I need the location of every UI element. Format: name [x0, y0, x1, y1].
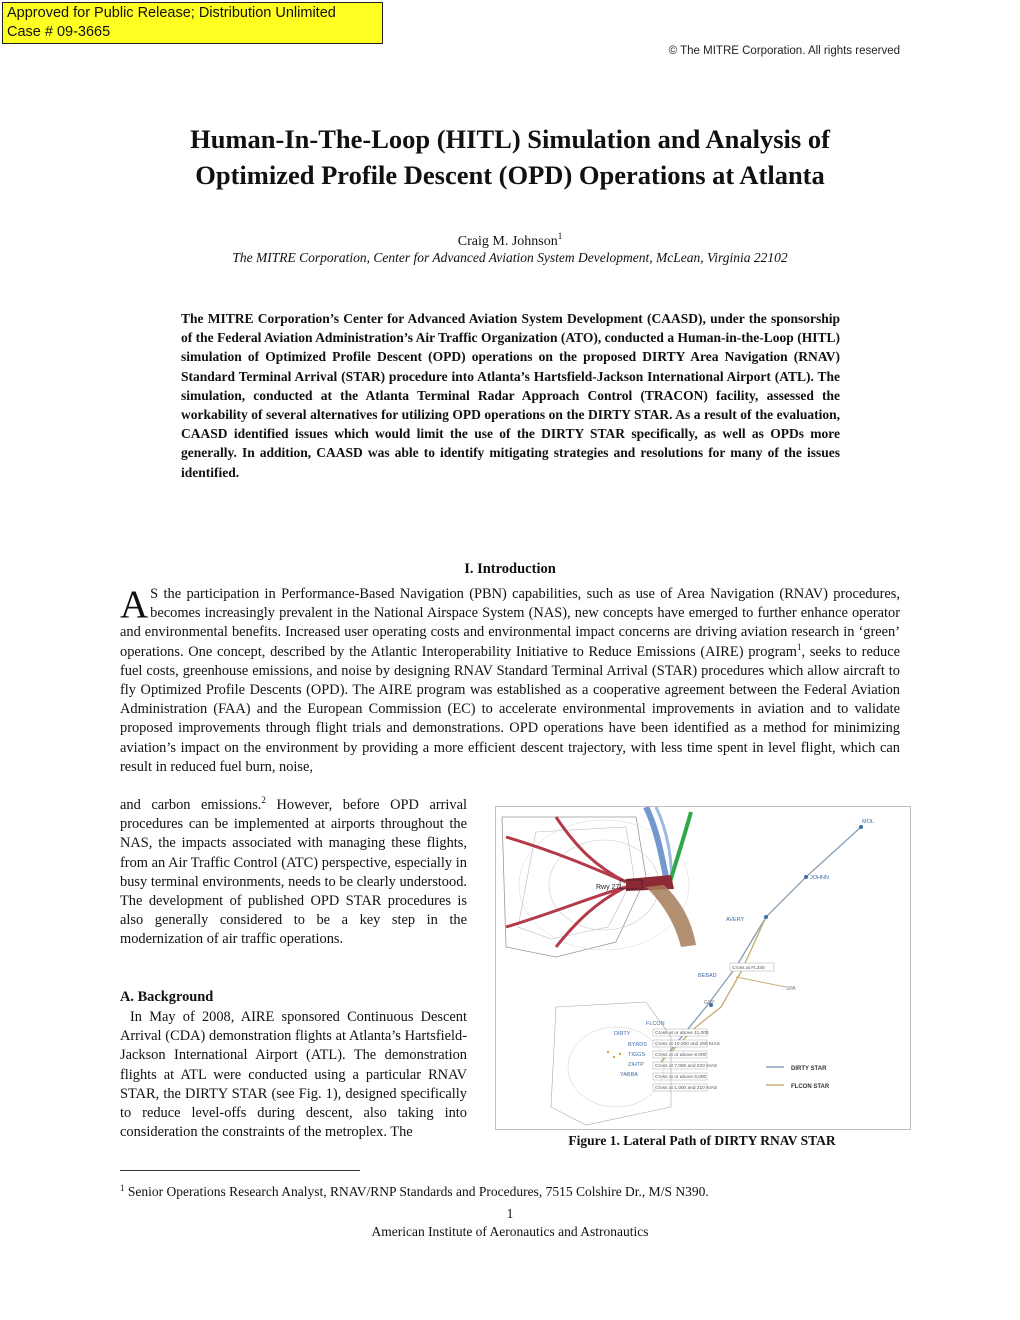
section-heading: I. Introduction [464, 561, 556, 577]
title-line-2: Optimized Profile Descent (OPD) Operations at Atlanta [195, 160, 825, 190]
drop-cap: A [120, 583, 149, 626]
footnote [120, 1183, 709, 1200]
lower-range-ring [568, 1027, 664, 1107]
release-stamp-line1: Approved for Public Release; Distribution Unlimited [7, 5, 336, 21]
title-line-1: Human-In-The-Loop (HITL) Simulation and Analysis of [190, 124, 830, 154]
spa-link [736, 977, 786, 987]
constraint-7: Cross at 1,000 and 210 KIAS [655, 1086, 718, 1091]
author [0, 231, 1020, 250]
release-stamp [2, 2, 383, 44]
author-footnote-mark: 1 [557, 231, 563, 241]
figure-1 [495, 806, 911, 1130]
constraint-2: Cross at or above 11,000 [655, 1031, 709, 1036]
airport-dot-1 [607, 1051, 609, 1053]
star-map-figure [496, 807, 910, 1129]
citation-mark-2: 2 [261, 795, 266, 805]
waypoint-gsp: GSP [704, 1000, 715, 1006]
airport-dot-2 [613, 1056, 615, 1058]
waypoint-marker-mol [859, 825, 863, 829]
waypoint-bebad: BEBAD [698, 973, 717, 979]
waypoint-markers [709, 825, 863, 1007]
red-stream-s [556, 887, 626, 947]
waypoint-tiggs: TIGGS [628, 1052, 646, 1058]
intro-text-1: S the participation in Performance-Based Navigation (PBN) capabilities, such as use of Area Navigation (RNAV) procedures, becomes increasingly prevalent in the National Airspace System (NAS), new concepts have emerged to further enhance operator and environmental benefits. Increased user operating costs and environmental impact concerns are driving aviation research in ‘green’ operations. One concept, described by the Atlantic Interoperability Initiative to Reduce Emissions (AIRE) program [120, 586, 900, 660]
paper-title [100, 121, 920, 193]
background-paragraph: In May of 2008, AIRE sponsored Continuous Descent Arrival (CDA) demonstration flights at Atlanta’s Hartsfield-Jackson International Airport (ATL). The demonstration flights at ATL were conducted using a particular RNAV STAR, the DIRTY STAR (see Fig. 1), designed specifically to reduce level-offs during descent, also taking into consideration the constraints of the metroplex. The [120, 1009, 467, 1141]
blue-stream [646, 807, 666, 877]
waypoint-flcon: FLCON [646, 1021, 665, 1027]
page-number: 1 [506, 1206, 514, 1221]
background-heading: A. Background [120, 989, 214, 1005]
intro-paragraph [120, 585, 900, 777]
waypoint-marker-avery [764, 915, 768, 919]
intro-column-paragraph [120, 796, 467, 950]
constraint-1: Cross at FL340 [732, 966, 765, 971]
waypoint-zihtp: ZIHTP [628, 1062, 644, 1068]
copyright-notice: © The MITRE Corporation. All rights reserved [668, 45, 900, 57]
intro-column-text-2: However, before OPD arrival procedures can be implemented at airports throughout the NAS, the impacts associated with managing these flights, from an Air Traffic Control (ATC) perspective, especially in busy terminal environments, needs to be clearly understood. The development of published OPD STAR procedures is also generally considered to be a key step in the modernization of air traffic operations. [120, 797, 467, 948]
constraint-3: Cross at 10,000 and 250 KIAS [655, 1042, 720, 1047]
intro-column-text-1: and carbon emissions. [120, 797, 262, 813]
affiliation: The MITRE Corporation, Center for Advanced Aviation System Development, McLean, Virginia 22102 [232, 250, 788, 265]
runway-label: Rwy 27L [596, 884, 624, 891]
waypoint-johnn: JOHNN [810, 875, 829, 881]
figure-caption: Figure 1. Lateral Path of DIRTY RNAV STAR [568, 1133, 836, 1148]
author-name: Craig M. Johnson [457, 234, 558, 249]
waypoint-avery: AVERY [726, 917, 745, 923]
legend-label-dirty: DIRTY STAR [791, 1066, 827, 1072]
constraint-6: Cross at or above 6,000 [655, 1075, 707, 1080]
waypoint-spa: SPA [786, 986, 796, 992]
intro-text-2: , seeks to reduce fuel costs, greenhouse emissions, and noise by designing RNAV Standard Terminal Arrival (STAR) procedures which allow aircraft to fly Optimized Profile Descents (OPD). The AIRE program was established as a cooperative agreement between the Federal Aviation Administration (FAA) and the European Commission (EC) to accelerate environmental improvements in aviation and to validate proposed improvements through flight trials and demonstrations. OPD operations have been identified as a method for minimizing aviation’s impact on the environment by providing a more efficient descent trajectory, with less time spent in level flight, which can result in reduced fuel burn, noise, [120, 643, 900, 775]
red-stream-n [556, 817, 626, 882]
constraint-4: Cross at or above 8,000 [655, 1053, 707, 1058]
footnote-rule [120, 1170, 360, 1171]
waypoint-yabba: YABBA [620, 1072, 638, 1078]
citation-mark-1: 1 [796, 641, 802, 652]
waypoint-mol: MOL [862, 819, 874, 825]
constraint-5: Cross at 7,000 and 220 KIAS [655, 1064, 718, 1069]
waypoint-byrds: BYRDS [628, 1042, 647, 1048]
waypoint-marker-johnn [804, 875, 808, 879]
footnote-mark: 1 [120, 1183, 125, 1193]
legend-label-flcon: FLCON STAR [791, 1084, 830, 1090]
waypoint-dirty: DIRTY [614, 1031, 631, 1037]
release-stamp-line2: Case # 09-3665 [7, 24, 111, 40]
airport-dot-3 [619, 1053, 621, 1055]
abstract: The MITRE Corporation’s Center for Advanced Aviation System Development (CAASD), under the sponsorship of the Federal Aviation Administration’s Air Traffic Organization (ATO), conducted a Human-in-the-Loop (HITL) simulation of Optimized Profile Descent (OPD) operations on the proposed DIRTY Area Navigation (RNAV) Standard Terminal Arrival (STAR) procedure into Atlanta’s Hartsfield-Jackson International Airport (ATL). The simulation, conducted at the Atlanta Terminal Radar Approach Control (TRACON) facility, assessed the workability of several alternatives for utilizing OPD operations on the DIRTY STAR. As a result of the evaluation, CAASD identified issues which would limit the use of the DIRTY STAR specifically, as well as OPDs more generally. In addition, CAASD was able to identify mitigating strategies and resolutions for many of the issues identified. [181, 311, 840, 480]
publisher-footer: American Institute of Aeronautics and Astronautics [371, 1224, 649, 1239]
footnote-text: Senior Operations Research Analyst, RNAV/RNP Standards and Procedures, 7515 Colshire Dr., M/S N390. [124, 1184, 709, 1199]
red-stream-nw [506, 837, 626, 882]
airport-dots [607, 1051, 621, 1058]
